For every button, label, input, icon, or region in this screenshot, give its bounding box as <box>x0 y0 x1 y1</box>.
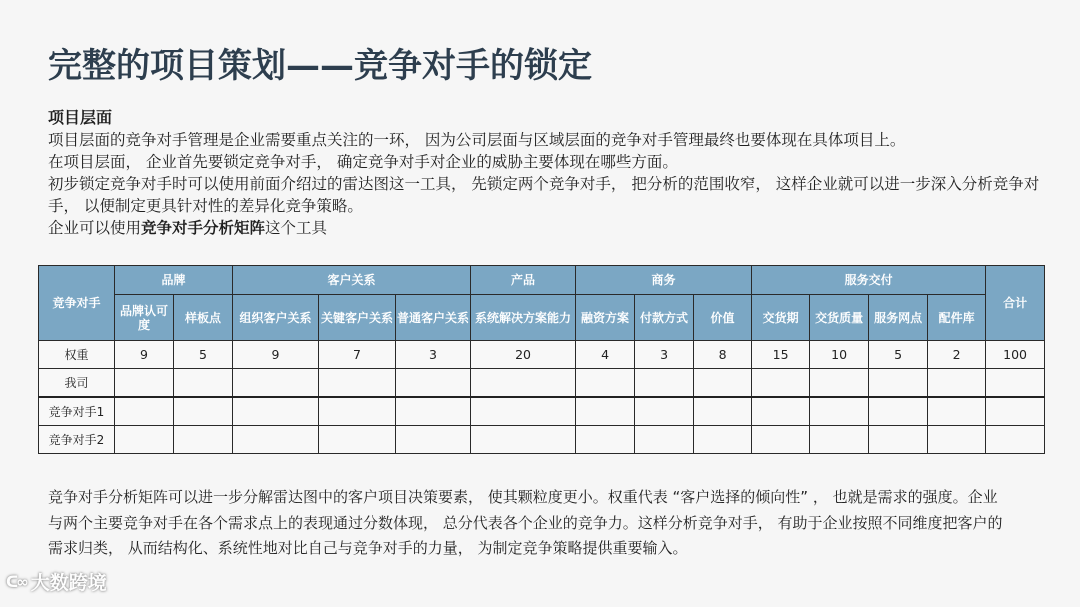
page-title: 完整的项目策划——竞争对手的锁定 <box>48 46 592 86</box>
column-header: 付款方式 <box>635 295 694 341</box>
table-cell <box>174 426 233 454</box>
section-tool-line <box>48 217 1048 239</box>
table-row-competitor-1 <box>39 397 1045 426</box>
table-cell <box>869 369 928 398</box>
row-label: 竞争对手1 <box>39 397 115 426</box>
table-cell <box>319 426 396 454</box>
group-header-row <box>39 266 1045 295</box>
table-cell <box>396 426 471 454</box>
table-cell: 4 <box>576 341 635 369</box>
matrix-explanation <box>48 485 1048 562</box>
table-cell <box>635 426 694 454</box>
table-cell <box>694 426 752 454</box>
table-cell <box>869 397 928 426</box>
table-cell <box>635 397 694 426</box>
group-header-service-delivery: 服务交付 <box>752 266 986 295</box>
column-header: 融资方案 <box>576 295 635 341</box>
table-cell <box>928 369 986 398</box>
section-paragraph: 初步锁定竞争对手时可以使用前面介绍过的雷达图这一工具， 先锁定两个竞争对手， 把分析的范围收窄， 这样企业就可以进一步深入分析竞争对手， 以便制定更具针对性的差异化竞争策略。 <box>48 175 1040 215</box>
table-cell <box>233 369 319 398</box>
table-cell <box>635 369 694 398</box>
table-cell: 5 <box>869 341 928 369</box>
column-header: 配件库 <box>928 295 986 341</box>
table-cell <box>319 397 396 426</box>
section-heading: 项目层面 <box>48 108 113 127</box>
table-cell <box>471 397 576 426</box>
tool-name-bold: 竞争对手分析矩阵 <box>141 219 266 237</box>
table-cell <box>115 426 174 454</box>
corner-header: 竞争对手 <box>39 266 115 341</box>
tool-line-suffix: 这个工具 <box>265 219 328 237</box>
total-cell <box>986 397 1045 426</box>
column-header: 服务网点 <box>869 295 928 341</box>
section-paragraph: 项目层面的竞争对手管理是企业需要重点关注的一环， 因为公司层面与区域层面的竞争对手管理最终也要体现在具体项目上。 <box>48 131 906 149</box>
column-header: 系统解决方案能力 <box>471 295 576 341</box>
total-cell <box>986 369 1045 398</box>
explanation-line: 竞争对手分析矩阵可以进一步分解雷达图中的客户项目决策要素， 使其颗粒度更小。权重代表 “客户选择的倾向性” ， 也就是需求的强度。企业 <box>48 488 998 506</box>
table-cell <box>233 426 319 454</box>
table-cell: 3 <box>635 341 694 369</box>
column-header: 品牌认可度 <box>115 295 174 341</box>
table-cell <box>869 426 928 454</box>
competitor-analysis-matrix <box>38 265 1045 454</box>
explanation-line: 与两个主要竞争对手在各个需求点上的表现通过分数体现， 总分代表各个企业的竞争力。这样分析竞争对手， 有助于企业按照不同维度把客户的 <box>48 513 1003 532</box>
table-cell <box>319 369 396 398</box>
column-header: 交货期 <box>752 295 810 341</box>
table-cell <box>471 426 576 454</box>
group-header-customer-relations: 客户关系 <box>233 266 471 295</box>
section-paragraph: 在项目层面， 企业首先要锁定竞争对手， 确定竞争对手对企业的威胁主要体现在哪些方面。 <box>48 153 678 171</box>
table-cell <box>810 369 869 398</box>
table-cell: 3 <box>396 341 471 369</box>
table-cell: 9 <box>115 341 174 369</box>
table-cell <box>471 369 576 398</box>
watermark-logo-icon: ᑕ∞ <box>6 572 27 591</box>
project-level-section <box>48 107 1048 239</box>
watermark <box>6 568 107 595</box>
table-row-competitor-2 <box>39 426 1045 454</box>
table-cell <box>752 369 810 398</box>
column-header: 交货质量 <box>810 295 869 341</box>
group-header-brand: 品牌 <box>115 266 233 295</box>
column-header: 关键客户关系 <box>319 295 396 341</box>
group-header-product: 产品 <box>471 266 576 295</box>
row-label: 权重 <box>39 341 115 369</box>
tool-line-prefix: 企业可以使用 <box>48 219 142 237</box>
table-cell <box>576 426 635 454</box>
table-cell <box>752 426 810 454</box>
table-cell <box>810 397 869 426</box>
table-cell <box>694 397 752 426</box>
group-header-business: 商务 <box>576 266 752 295</box>
table-row-our-company <box>39 369 1045 398</box>
table-cell: 5 <box>174 341 233 369</box>
table-cell <box>810 426 869 454</box>
table-row-weight <box>39 341 1045 369</box>
table-cell <box>396 369 471 398</box>
table-cell <box>115 369 174 398</box>
table-cell <box>174 369 233 398</box>
table-cell <box>928 397 986 426</box>
table-cell <box>576 369 635 398</box>
table-cell <box>174 397 233 426</box>
table-cell: 2 <box>928 341 986 369</box>
table-cell: 9 <box>233 341 319 369</box>
row-label: 竞争对手2 <box>39 426 115 454</box>
table-cell <box>752 397 810 426</box>
column-header: 价值 <box>694 295 752 341</box>
table-cell <box>928 426 986 454</box>
row-label: 我司 <box>39 369 115 398</box>
table-cell <box>233 397 319 426</box>
table-cell: 15 <box>752 341 810 369</box>
explanation-line: 需求归类， 从而结构化、系统性地对比自己与竞争对手的力量， 为制定竞争策略提供重要输入。 <box>48 539 688 557</box>
table-cell: 7 <box>319 341 396 369</box>
table-cell: 10 <box>810 341 869 369</box>
table-cell: 20 <box>471 341 576 369</box>
table-cell: 8 <box>694 341 752 369</box>
total-cell: 100 <box>986 341 1045 369</box>
table-cell <box>576 397 635 426</box>
total-cell <box>986 426 1045 454</box>
column-header: 样板点 <box>174 295 233 341</box>
watermark-text: 大数跨境 <box>30 572 107 594</box>
column-header: 普通客户关系 <box>396 295 471 341</box>
table-cell <box>396 397 471 426</box>
column-header-row <box>39 295 1045 341</box>
column-header: 组织客户关系 <box>233 295 319 341</box>
total-header: 合计 <box>986 266 1045 341</box>
table-cell <box>694 369 752 398</box>
table-cell <box>115 397 174 426</box>
